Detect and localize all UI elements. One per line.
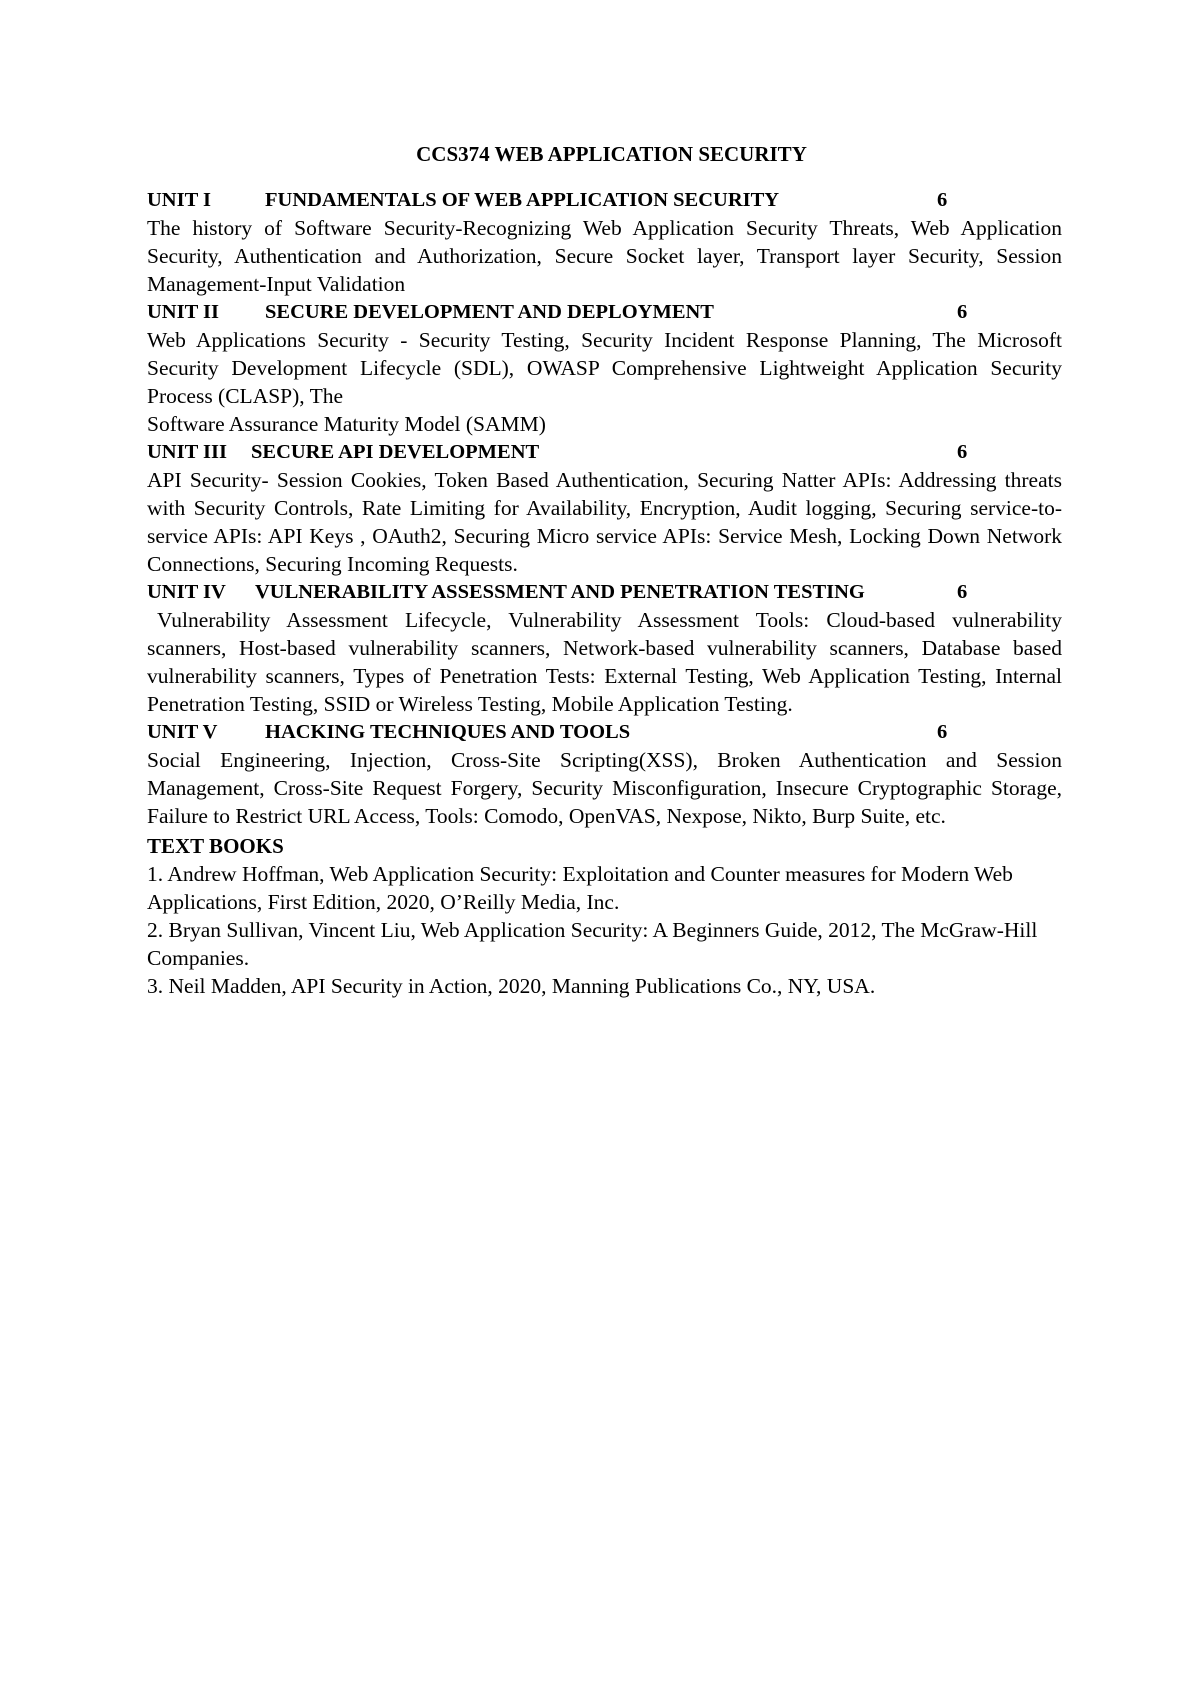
unit-name: FUNDAMENTALS OF WEB APPLICATION SECURITY	[265, 189, 780, 211]
unit-name: SECURE API DEVELOPMENT	[251, 441, 540, 463]
syllabus-page	[147, 140, 1062, 1000]
unit-heading	[147, 298, 1062, 326]
unit-heading	[147, 578, 1062, 606]
unit-number: UNIT IV	[147, 581, 226, 603]
textbook-item: 1. Andrew Hoffman, Web Application Security: Exploitation and Counter measures for Modern Web Applications, First Edition, 2020, O’Reilly Media, Inc.	[147, 862, 1013, 914]
unit-content	[147, 466, 1062, 578]
textbook-list	[147, 860, 1062, 1000]
unit-hours: 6	[957, 301, 968, 323]
textbook-item: 2. Bryan Sullivan, Vincent Liu, Web Application Security: A Beginners Guide, 2012, The McGraw-Hill Companies.	[147, 918, 1038, 970]
unit-number: UNIT V	[147, 721, 218, 743]
unit-heading	[147, 718, 1062, 746]
unit-content-text: Social Engineering, Injection, Cross-Site Scripting(XSS), Broken Authentication and Session Management, Cross-Site Request Forgery, Security Misconfiguration, Insecure Cryptographic Storage, Failure to Restrict URL Access, Tools: Comodo, OpenVAS, Nexpose, Nikto, Burp Suite, etc.	[147, 748, 1062, 828]
textbooks-heading: TEXT BOOKS	[147, 834, 284, 858]
unit-content	[147, 326, 1062, 438]
unit-content-text: Software Assurance Maturity Model (SAMM)	[147, 412, 546, 436]
textbook-item: 3. Neil Madden, API Security in Action, 2020, Manning Publications Co., NY, USA.	[147, 974, 876, 998]
unit-content-text: The history of Software Security-Recognizing Web Application Security Threats, Web Application Security, Authentication and Authorization, Secure Socket layer, Transport layer Security, Session Management-Input Validation	[147, 216, 1062, 296]
unit-number: UNIT I	[147, 189, 211, 211]
unit-content	[147, 606, 1062, 718]
unit-content-text: API Security- Session Cookies, Token Based Authentication, Securing Natter APIs: Addressing threats with Security Controls, Rate Limiting for Availability, Encryption, Audit logging, Securing service-to-service APIs: API Keys , OAuth2, Securing Micro service APIs: Service Mesh, Locking Down Network Connections, Securing Incoming Requests.	[147, 468, 1062, 576]
unit-heading	[147, 438, 1062, 466]
unit-content-text: Web Applications Security - Security Testing, Security Incident Response Planning, The Microsoft Security Development Lifecycle (SDL), OWASP Comprehensive Lightweight Application Security Process (CLASP), The	[147, 328, 1062, 408]
unit-content	[147, 746, 1062, 830]
unit-hours: 6	[937, 721, 948, 743]
unit-hours: 6	[937, 189, 948, 211]
unit-content-text: Vulnerability Assessment Lifecycle, Vulnerability Assessment Tools: Cloud-based vulnerability scanners, Host-based vulnerability scanners, Network-based vulnerability scanners, Database based vulnerability scanners, Types of Penetration Tests: External Testing, Web Application Testing, Internal Penetration Testing, SSID or Wireless Testing, Mobile Application Testing.	[147, 608, 1062, 716]
unit-number: UNIT II	[147, 301, 219, 323]
unit-hours: 6	[957, 581, 968, 603]
unit-name: VULNERABILITY ASSESSMENT AND PENETRATION TESTING	[255, 581, 865, 603]
unit-number: UNIT III	[147, 441, 227, 463]
unit-hours: 6	[957, 441, 968, 463]
unit-name: HACKING TECHNIQUES AND TOOLS	[265, 721, 631, 743]
page-title: CCS374 WEB APPLICATION SECURITY	[416, 142, 807, 166]
unit-content	[147, 214, 1062, 298]
unit-name: SECURE DEVELOPMENT AND DEPLOYMENT	[265, 301, 714, 323]
unit-heading	[147, 186, 1062, 214]
